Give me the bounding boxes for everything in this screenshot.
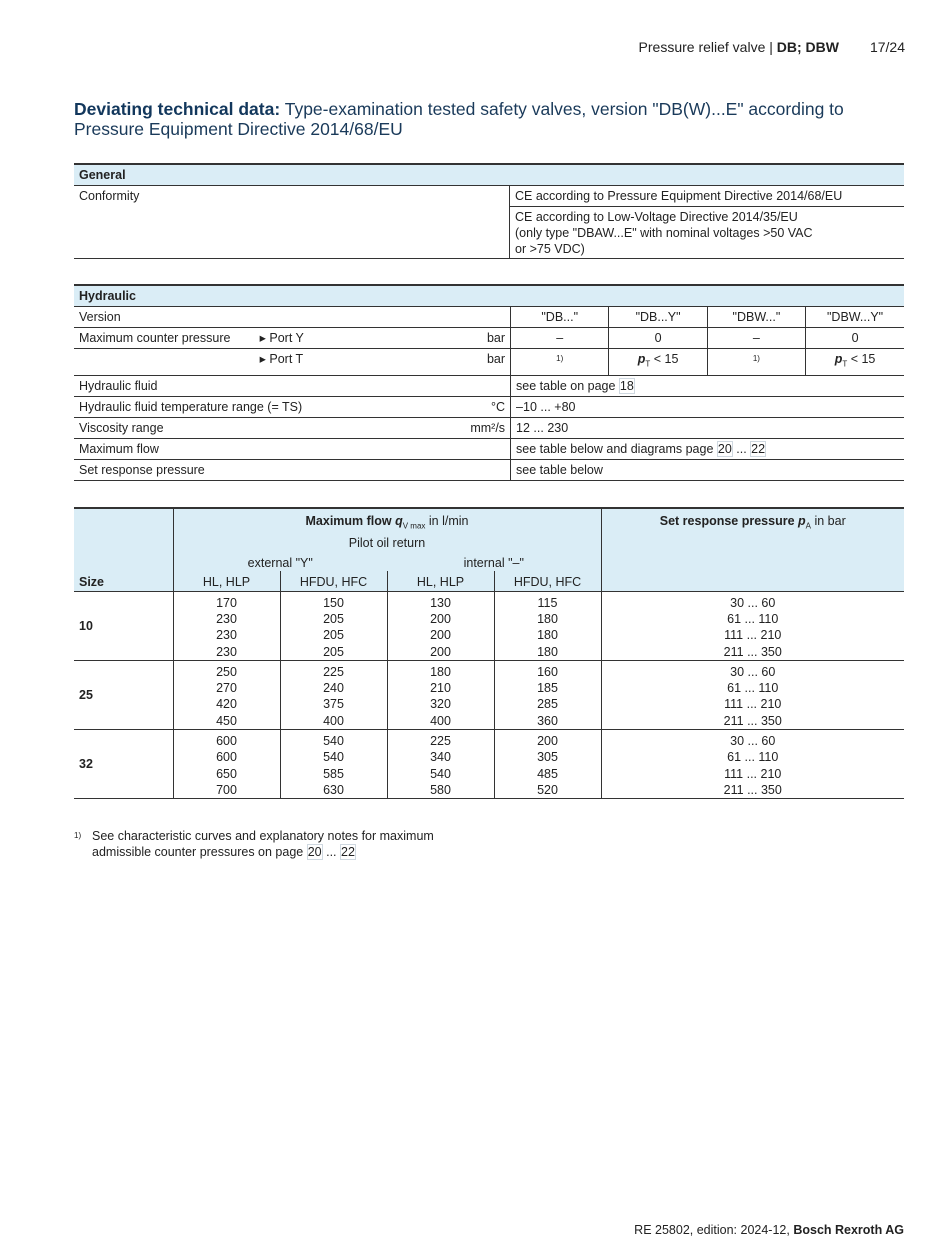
- pt-value: < 15: [650, 352, 679, 366]
- flow-table: [74, 507, 904, 799]
- flow-value-cell: 600: [173, 730, 280, 750]
- footnote-ref: 1): [556, 354, 564, 363]
- pressure-range-cell: 61 ... 110: [601, 680, 904, 696]
- flow-value-cell: 240: [280, 680, 387, 696]
- hydraulic-table: [74, 284, 904, 481]
- resp-header: [601, 508, 904, 591]
- resp-value: see table below: [511, 459, 904, 480]
- pressure-range-cell: 61 ... 110: [601, 749, 904, 765]
- flow-value-cell: 420: [173, 696, 280, 712]
- flow-value-cell: 230: [173, 644, 280, 661]
- maxflow-bold: Maximum flow: [305, 514, 396, 528]
- flow-value-cell: 485: [494, 766, 601, 782]
- flow-dots: ...: [732, 441, 751, 456]
- pressure-range-cell: 61 ... 110: [601, 611, 904, 627]
- flow-value-cell: 200: [494, 730, 601, 750]
- footnote-ref: 1): [752, 354, 760, 363]
- flow-value-cell: 225: [387, 730, 494, 750]
- version-dbw: "DBW...": [707, 307, 805, 328]
- pressure-range-cell: 30 ... 60: [601, 660, 904, 680]
- p-symbol: p: [798, 514, 806, 528]
- visc-value: 12 ... 230: [511, 417, 904, 438]
- footnote-page-link-2[interactable]: 22: [341, 845, 355, 859]
- flow-value-cell: 150: [280, 591, 387, 611]
- flow-table-body: [74, 591, 904, 799]
- title-bold: Deviating technical data:: [74, 99, 281, 119]
- col-hf-ext: HFDU, HFC: [280, 571, 387, 591]
- temp-label: Hydraulic fluid temperature range (= TS): [74, 396, 435, 417]
- footnote-line-2: [92, 844, 434, 860]
- resp-label: Set response pressure: [74, 459, 511, 480]
- pt-symbol: p: [637, 352, 646, 366]
- flow-value-cell: 115: [494, 591, 601, 611]
- fluid-value-text: see table on page: [516, 378, 619, 393]
- page-number: 17/24: [869, 39, 905, 55]
- flow-value: [511, 438, 904, 459]
- hydraulic-heading: Hydraulic: [74, 285, 904, 307]
- table-row: [74, 696, 904, 712]
- q-sub: V max: [402, 521, 426, 531]
- version-db-y: "DB...Y": [609, 307, 707, 328]
- table-row: [74, 627, 904, 643]
- flow-page-link-1[interactable]: 20: [717, 441, 732, 456]
- footer: [634, 1223, 904, 1237]
- port-t-dbw-y: [806, 349, 904, 376]
- footnote-mark: 1): [74, 831, 82, 840]
- flow-value-cell: 205: [280, 627, 387, 643]
- port-t-unit: bar: [435, 349, 510, 376]
- flow-value-cell: 585: [280, 766, 387, 782]
- table-row: [74, 644, 904, 661]
- size-cell: 32: [74, 730, 173, 799]
- port-y-unit: bar: [435, 328, 510, 349]
- flow-value-cell: 170: [173, 591, 280, 611]
- pt-symbol: p: [834, 352, 843, 366]
- port-t-db: [511, 349, 609, 376]
- maxflow-unit: in l/min: [425, 514, 469, 528]
- conformity-line-1: CE according to Low-Voltage Directive 2014/35/EU: [515, 210, 798, 224]
- footnote-line-2-text: admissible counter pressures on page: [92, 845, 307, 859]
- pressure-range-cell: 111 ... 210: [601, 766, 904, 782]
- flow-value-cell: 200: [387, 611, 494, 627]
- pressure-range-cell: 30 ... 60: [601, 730, 904, 750]
- footnote-page-link-1[interactable]: 20: [307, 845, 322, 859]
- pressure-range-cell: 211 ... 350: [601, 644, 904, 661]
- table-row: [74, 611, 904, 627]
- flow-value-cell: 230: [173, 627, 280, 643]
- port-t-db-y: [609, 349, 707, 376]
- general-table: [74, 163, 904, 259]
- flow-value-cell: 520: [494, 782, 601, 799]
- fluid-value: [511, 375, 904, 396]
- counter-pressure-label: Maximum counter pressure: [74, 328, 255, 349]
- header-product-code: DB; DBW: [776, 39, 839, 55]
- flow-value-cell: 630: [280, 782, 387, 799]
- flow-value-cell: 540: [280, 749, 387, 765]
- flow-value-cell: 180: [387, 660, 494, 680]
- flow-value-cell: 285: [494, 696, 601, 712]
- pt-sub: T: [842, 359, 848, 369]
- port-y-dbw-y: 0: [806, 328, 904, 349]
- temp-unit: °C: [435, 396, 510, 417]
- pressure-range-cell: 211 ... 350: [601, 713, 904, 730]
- table-row: [74, 730, 904, 750]
- port-y-db: –: [511, 328, 609, 349]
- flow-value-cell: 270: [173, 680, 280, 696]
- flow-value-cell: 650: [173, 766, 280, 782]
- col-hl-int: HL, HLP: [387, 571, 494, 591]
- flow-value-cell: 340: [387, 749, 494, 765]
- visc-label: Viscosity range: [74, 417, 435, 438]
- version-db: "DB...": [511, 307, 609, 328]
- table-row: [74, 713, 904, 730]
- size-cell: 25: [74, 660, 173, 729]
- title-rest: Type-examination tested safety valves, version "DB(W)...E" according to Pressure Equipment Directive 2014/68/EU: [74, 99, 844, 139]
- external-header: external "Y": [173, 555, 387, 571]
- pressure-range-cell: 111 ... 210: [601, 696, 904, 712]
- conformity-line-2: (only type "DBAW...E" with nominal voltages >50 VAC: [515, 226, 813, 240]
- flow-value-cell: 130: [387, 591, 494, 611]
- flow-value-cell: 400: [387, 713, 494, 730]
- version-label: Version: [74, 307, 511, 328]
- table-row: [74, 749, 904, 765]
- flow-value-cell: 180: [494, 611, 601, 627]
- resp-bold: Set response pressure: [659, 514, 799, 528]
- flow-value-cell: 250: [173, 660, 280, 680]
- flow-value-cell: 700: [173, 782, 280, 799]
- port-y-db-y: 0: [609, 328, 707, 349]
- port-t-dbw: [707, 349, 805, 376]
- flow-page-link-2[interactable]: 22: [751, 441, 766, 456]
- table-row: [74, 766, 904, 782]
- pt-value: < 15: [847, 352, 876, 366]
- flow-value-text: see table below and diagrams page: [516, 441, 717, 456]
- flow-value-cell: 200: [387, 644, 494, 661]
- conformity-value-2: [510, 207, 905, 259]
- pt-sub: T: [645, 359, 651, 369]
- table-row: [74, 680, 904, 696]
- flow-label: Maximum flow: [74, 438, 511, 459]
- internal-header: internal "–": [387, 555, 601, 571]
- table-row: [74, 782, 904, 799]
- flow-value-cell: 205: [280, 611, 387, 627]
- flow-value-cell: 205: [280, 644, 387, 661]
- port-y-label: ▸ Port Y: [255, 328, 436, 349]
- general-heading: General: [74, 164, 904, 186]
- size-header: Size: [74, 508, 173, 591]
- flow-value-cell: 600: [173, 749, 280, 765]
- pressure-range-cell: 30 ... 60: [601, 591, 904, 611]
- flow-value-cell: 305: [494, 749, 601, 765]
- flow-value-cell: 375: [280, 696, 387, 712]
- flow-value-cell: 230: [173, 611, 280, 627]
- fluid-label: Hydraulic fluid: [74, 375, 511, 396]
- flow-value-cell: 580: [387, 782, 494, 799]
- table-row: [74, 660, 904, 680]
- flow-value-cell: 360: [494, 713, 601, 730]
- flow-value-cell: 225: [280, 660, 387, 680]
- section-title: [74, 99, 914, 139]
- flow-value-cell: 200: [387, 627, 494, 643]
- pressure-range-cell: 211 ... 350: [601, 782, 904, 799]
- fluid-page-link[interactable]: 18: [619, 378, 634, 393]
- footnote: [74, 828, 434, 860]
- visc-unit: mm²/s: [435, 417, 510, 438]
- flow-value-cell: 160: [494, 660, 601, 680]
- flow-value-cell: 540: [280, 730, 387, 750]
- footer-doc-ref: RE 25802, edition: 2024-12,: [634, 1223, 794, 1237]
- header-product: Pressure relief valve |: [638, 39, 777, 55]
- flow-value-cell: 320: [387, 696, 494, 712]
- version-dbw-y: "DBW...Y": [806, 307, 904, 328]
- q-symbol: q: [395, 514, 403, 528]
- port-t-label: ▸ Port T: [255, 349, 436, 376]
- footer-company: Bosch Rexroth AG: [793, 1223, 904, 1237]
- conformity-line-3: or >75 VDC): [515, 242, 585, 256]
- footnote-line-1: See characteristic curves and explanatory notes for maximum: [92, 829, 434, 843]
- pilot-header: Pilot oil return: [173, 535, 601, 555]
- running-header: [639, 39, 839, 55]
- table-row: [74, 591, 904, 611]
- flow-value-cell: 540: [387, 766, 494, 782]
- conformity-value-1: CE according to Pressure Equipment Directive 2014/68/EU: [510, 186, 905, 207]
- footnote-dots: ...: [322, 845, 340, 859]
- flow-value-cell: 180: [494, 644, 601, 661]
- flow-value-cell: 400: [280, 713, 387, 730]
- conformity-label: Conformity: [74, 186, 510, 259]
- flow-value-cell: 210: [387, 680, 494, 696]
- maxflow-header: [173, 508, 601, 535]
- size-cell: 10: [79, 618, 93, 633]
- flow-value-cell: 180: [494, 627, 601, 643]
- flow-value-cell: 185: [494, 680, 601, 696]
- col-hl-ext: HL, HLP: [173, 571, 280, 591]
- pressure-range-cell: 111 ... 210: [601, 627, 904, 643]
- resp-unit: in bar: [811, 514, 846, 528]
- port-y-dbw: –: [707, 328, 805, 349]
- temp-value: –10 ... +80: [511, 396, 904, 417]
- col-hf-int: HFDU, HFC: [494, 571, 601, 591]
- flow-value-cell: 450: [173, 713, 280, 730]
- p-sub: A: [805, 521, 811, 531]
